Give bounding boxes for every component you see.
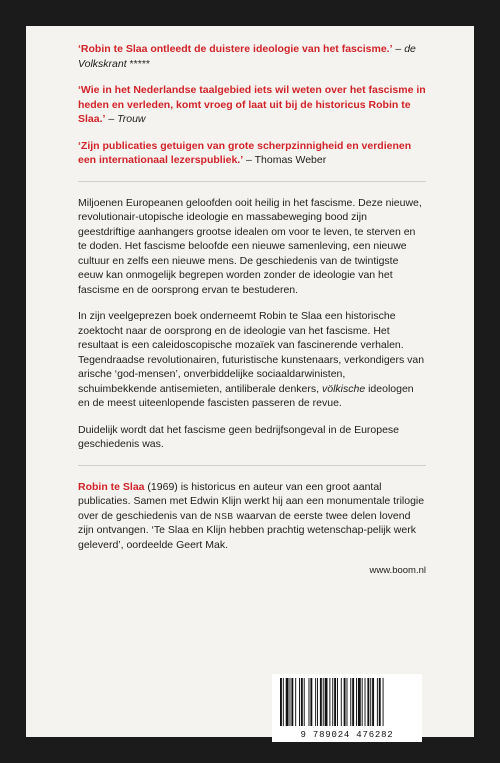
barcode-bar <box>310 678 312 726</box>
book-back-cover <box>26 26 474 740</box>
review-quote-2 <box>78 83 426 127</box>
blurb-text: In zijn veelgeprezen boek onderneemt Robin te Slaa een historische zoektocht naar de oorsprong en de ideologie van het fascisme. Het resultaat is een caleidoscopische mozaïek van fascinerende verhalen. Tegendraadse revolutionairen, futuristische kunstenaars, verkondigers van arische ‘god-mensen’, onverbiddelijke sociaaldarwinisten, schuimbekkende antisemieten, antiliberale denkers, <box>78 310 425 395</box>
barcode-bar <box>309 678 310 726</box>
author-bio <box>78 480 426 553</box>
barcode-bar <box>334 678 336 726</box>
barcode-bar <box>283 678 284 726</box>
blurb-italic-term: völkische <box>321 382 366 395</box>
barcode-bar <box>347 678 348 726</box>
cover-content <box>78 42 426 579</box>
quote-dash: – <box>243 154 255 166</box>
blurb-paragraph-1: Miljoenen Europeanen geloofden ooit heilig in het fascisme. Deze nieuwe, revolutionair-utopische ideologie en massabeweging bood zijn geestdriftige aanhangers grootse idealen om voor te leven, te sterven en te doden. Het fascisme beloofde een nieuwe samenleving, een nieuwe cultuur en zelfs een nieuwe mens. De geschiedenis van de twintigste eeuw kan onmogelijk begrepen worden zonder de ideologie van het fascisme en de oorsprong ervan te bestuderen. <box>78 196 422 296</box>
barcode-bar <box>280 678 282 726</box>
barcode-bar <box>362 678 363 726</box>
barcode-bar <box>325 678 328 726</box>
author-name: Robin te Slaa <box>78 480 145 493</box>
isbn-barcode <box>272 674 422 742</box>
barcode-bar <box>377 678 378 726</box>
blurb-text: ideologen en de meest uiteenlopende fascisten passeren de revue. <box>78 382 414 409</box>
barcode-bar <box>317 678 318 726</box>
quote-source: Thomas Weber <box>254 154 327 166</box>
barcode-bar <box>286 678 289 726</box>
barcode-bar <box>304 678 305 726</box>
quote-rating: ***** <box>126 57 150 70</box>
author-bio-text: waarvan de eerste twee delen lovend zijn ontvangen. ‘Te Slaa en Klijn hebben prachtig wetenschap-pelijk werk geleverd’, oordeelde Geert Mak. <box>78 509 416 551</box>
barcode-bar <box>379 678 381 726</box>
barcode-bar <box>365 678 366 726</box>
blurb-paragraph-3: Duidelijk wordt dat het fascisme geen bedrijfsongeval in de Europese geschiedenis was. <box>78 423 400 450</box>
review-quote-3 <box>78 139 426 168</box>
author-bio-text: (1969) is historicus en auteur van een groot aantal publicaties. Samen met Edwin Klijn werkt hij aan een monumentale trilogie over de geschiedenis van de <box>78 480 425 522</box>
barcode-bar <box>367 678 369 726</box>
publisher-website: www.boom.nl <box>369 565 426 576</box>
barcode-bars <box>272 674 422 730</box>
barcode-bar <box>320 678 322 726</box>
barcode-bar <box>295 678 296 726</box>
barcode-bar <box>291 678 293 726</box>
barcode-bar <box>332 678 333 726</box>
review-quote-1 <box>78 42 426 71</box>
barcode-bar <box>301 678 303 726</box>
barcode-bar <box>290 678 291 726</box>
barcode-bar <box>370 678 371 726</box>
barcode-bar <box>341 678 342 726</box>
quote-text: ‘Zijn publicaties getuigen van grote scherpzinnigheid en verdienen een internationaal lezerspubliek.’ <box>78 139 412 166</box>
barcode-bar <box>358 678 361 726</box>
blurb-paragraph-2 <box>78 309 426 411</box>
barcode-bar <box>383 678 384 726</box>
author-bio-abbrev: NSB <box>214 510 234 521</box>
quote-dash: – <box>392 43 405 55</box>
barcode-bar <box>323 678 324 726</box>
quote-dash: – <box>105 113 118 125</box>
barcode-bar <box>315 678 316 726</box>
quote-source: de Volkskrant <box>78 43 416 70</box>
barcode-bar <box>372 678 374 726</box>
barcode-bar <box>356 678 357 726</box>
barcode-bar <box>352 678 354 726</box>
barcode-bar <box>350 678 351 726</box>
barcode-bar <box>344 678 346 726</box>
barcode-bar <box>299 678 300 726</box>
section-divider <box>78 181 426 182</box>
quote-text: ‘Wie in het Nederlandse taalgebied iets wil weten over het fascisme in heden en verleden, komt vroeg of laat uit bij de historicus Robin te Slaa.’ <box>78 84 426 125</box>
isbn-number: 9 789024 476282 <box>300 730 394 740</box>
barcode-bar <box>329 678 330 726</box>
barcode-bar <box>337 678 338 726</box>
quote-source: Trouw <box>117 113 146 125</box>
section-divider <box>78 465 426 466</box>
quote-text: ‘Robin te Slaa ontleedt de duistere ideologie van het fascisme.’ <box>78 43 393 55</box>
